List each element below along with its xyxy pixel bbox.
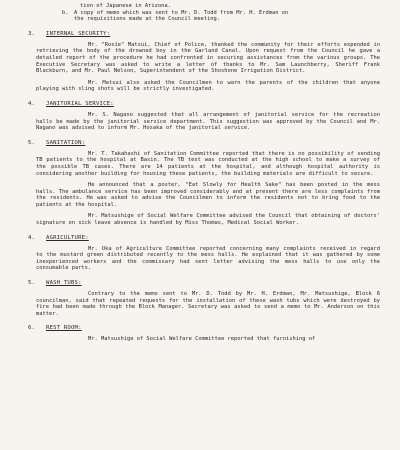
section-paragraph: Mr. "Rosie" Matsui, Chief of Police, thanked the community for their efforts expended in retrieving the body of the drowned boy in the Garland Canal. Upon request from the Council he gave a detailed report of the procedure he had confronted in securing assistances from the various groups. The Executive Secretary was asked to write a letter of thanks to Mr. Sam Launchberry, Sheriff Frank Blackburn, and Mr. Paul Nelson, Superintendent of the Shoshone Irrigation District. bbox=[36, 41, 380, 75]
section-janitorial-service bbox=[22, 101, 380, 132]
section-number: 6. bbox=[28, 325, 35, 332]
section-paragraph: Contrary to the memo sent to Mr. D. Todd by Mr. H. Erdman, Mr. Matsushige, Block 6 councilman, said that repeated requests for the installation of these wash tubs which were destroyed by fire had been made through the Block Manager. Secretary was asked to send a memo to Mr. Anderson on this matter. bbox=[36, 291, 380, 317]
sections-container bbox=[22, 31, 380, 343]
section-title: INTERNAL SECURITY: bbox=[46, 30, 111, 37]
section-heading bbox=[22, 140, 380, 147]
section-internal-security bbox=[22, 31, 380, 93]
header-item-b-continued: the requisitions made at the Council meeting. bbox=[74, 16, 221, 23]
section-paragraph: Mr. S. Nagano suggested that all arrangement of janitorial service for the recreation halls be made by the janitorial service department. This suggestion was approved by the Council and Mr. Nagano was advised to inform Mr. Hosaka of the janitorial service. bbox=[36, 111, 380, 132]
section-heading bbox=[22, 280, 380, 287]
section-paragraph: He announced that a poster, "Eat Slowly for Health Sake" has been posted in the mess halls. The ambulance service has been improved considerably and at present there are less complaints from the residents. He was asked to advise the Councilmen to inform the residents not to bring food to the patients at the hospital. bbox=[36, 182, 380, 208]
item-number: b. bbox=[62, 9, 69, 16]
section-title: SANITATION: bbox=[46, 139, 86, 146]
section-agriculture bbox=[22, 235, 380, 272]
section-paragraph: Mr. Matsushige of Social Welfare Committee advised the Council that obtaining of doctors' signature on sick leave absence is handled by Miss Thomas, Medical Social Worker. bbox=[36, 213, 380, 227]
section-sanitation bbox=[22, 140, 380, 227]
section-title: REST ROOM: bbox=[46, 325, 82, 332]
section-title: WASH TUBS: bbox=[46, 280, 82, 287]
section-wash-tubs bbox=[22, 280, 380, 317]
section-heading bbox=[22, 31, 380, 38]
section-number: 4. bbox=[28, 234, 35, 241]
section-number: 5. bbox=[28, 139, 35, 146]
section-paragraph: Mr. T. Takahashi of Sanitation Committee reported that there is no possibility of sending TB patients to the hospital at Basin. The TB test was conducted at the high school to make a survey of the possible TB cases. There are 14 patients at the hospital, and although hospital authority is considering another building for housing these patients, the building materials are difficult to secure. bbox=[36, 150, 380, 177]
section-heading bbox=[22, 235, 380, 242]
section-heading bbox=[22, 101, 380, 108]
section-number: 3. bbox=[28, 30, 35, 37]
item-text: A copy of memo which was sent to Mr. D. Todd from Mr. H. Erdman on bbox=[74, 9, 289, 16]
section-paragraph: Mr. Matsushige of Social Welfare Committee reported that furnishing of bbox=[88, 336, 316, 343]
section-number: 5. bbox=[28, 280, 35, 287]
section-heading bbox=[22, 325, 380, 332]
section-rest-room bbox=[22, 325, 380, 343]
section-paragraph: Mr. Matsui also asked the Councilmen to warn the parents of the children that anyone playing with sling shots will be strictly investigated. bbox=[36, 79, 380, 93]
section-title: JANITORIAL SERVICE: bbox=[46, 100, 114, 107]
section-paragraph: Mr. Oka of Agriculture Committee reported concerning many complaints received in regard to the mustard green distributed recently to the mess halls. He explained that it was gathered by some inexperienced workers and the commissary had sent letter advising the mess halls to use only the consumable parts. bbox=[36, 245, 380, 272]
header-line: tion of Japanese in Arizona. bbox=[80, 3, 171, 9]
section-title: AGRICULTURE: bbox=[46, 234, 89, 241]
header-item-b bbox=[62, 10, 380, 17]
section-number: 4. bbox=[28, 100, 35, 107]
